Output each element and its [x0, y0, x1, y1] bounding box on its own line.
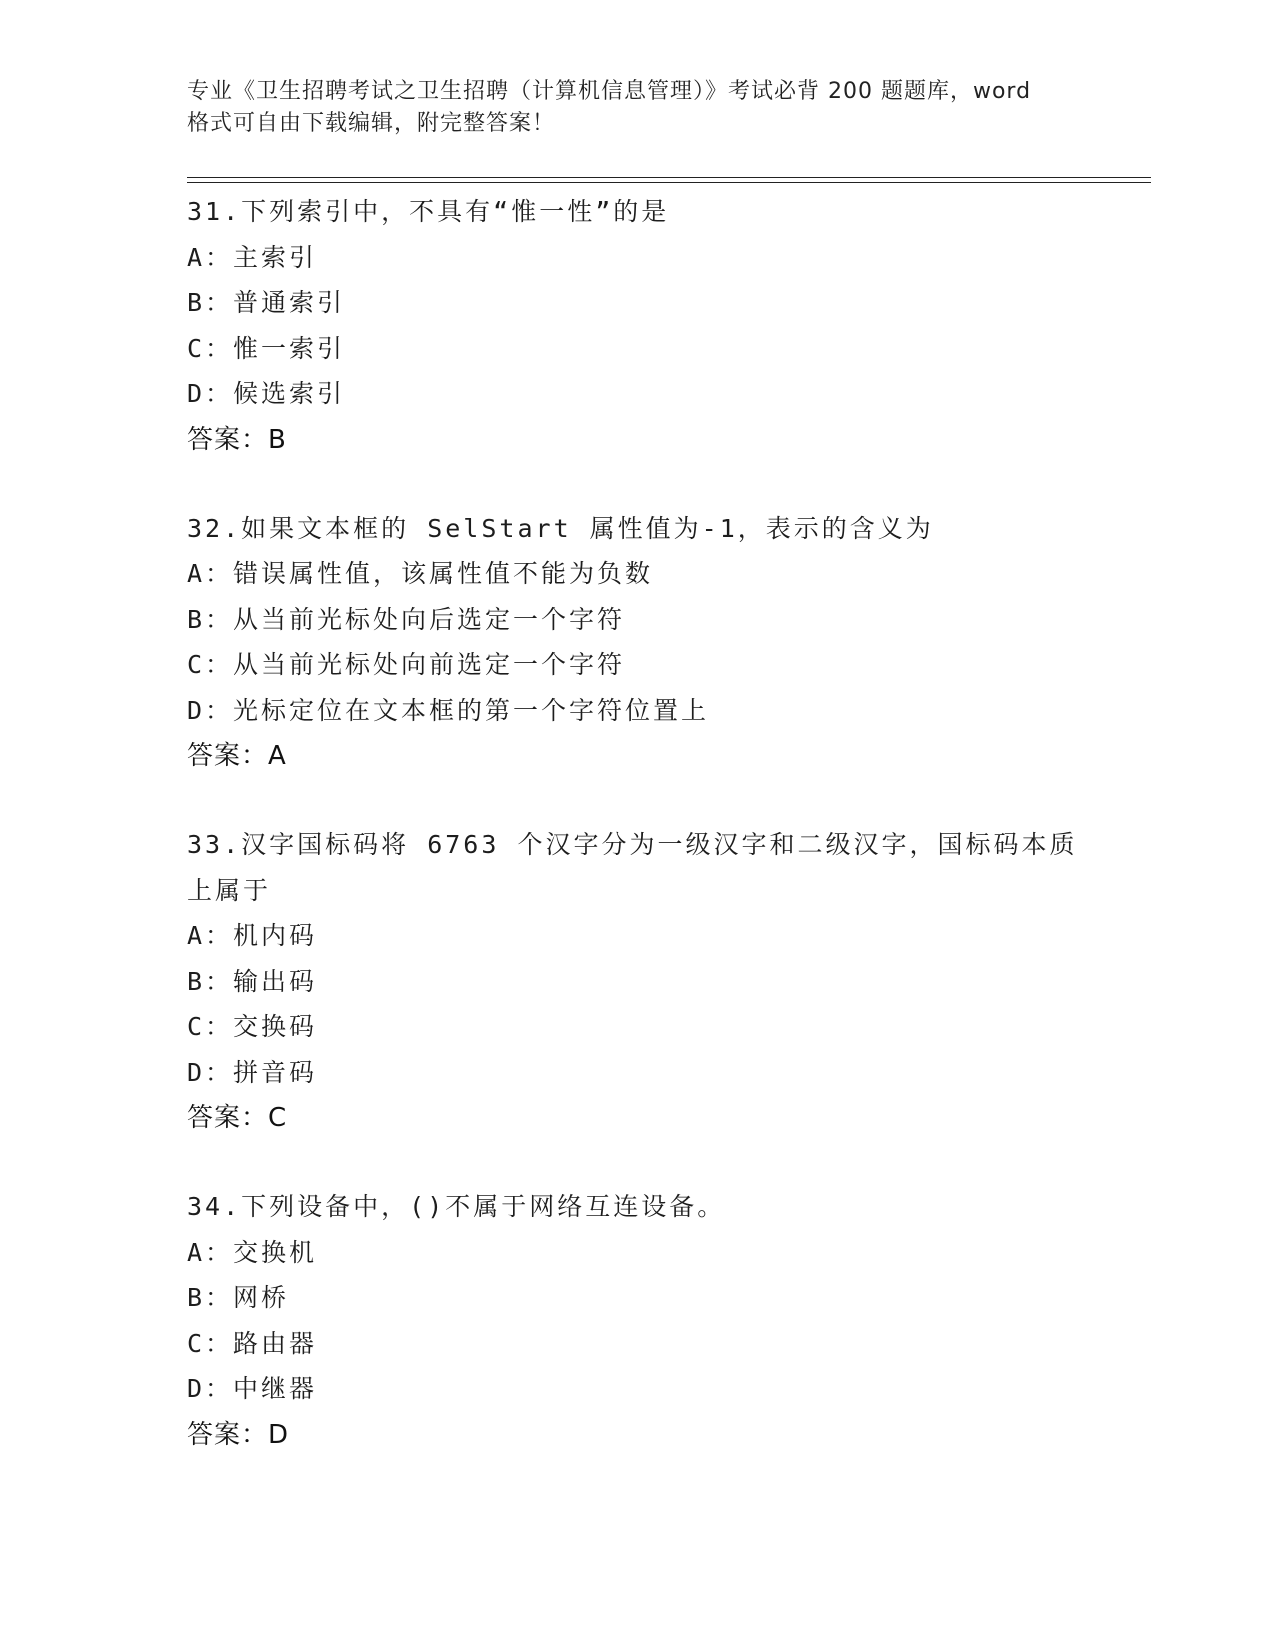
option-c: C：路由器	[187, 1328, 318, 1358]
question-stem-line: 33.汉字国标码将 6763 个汉字分为一级汉字和二级汉字，国标码本质	[187, 830, 1078, 859]
question-stem-line: 32.如果文本框的 SelStart 属性值为-1，表示的含义为	[187, 513, 934, 543]
question-list	[187, 189, 1151, 1501]
question-33	[187, 822, 1151, 1141]
option-d: D：候选索引	[187, 379, 346, 408]
question-32	[187, 506, 1151, 780]
option-a: A：机内码	[187, 921, 318, 950]
answer-line: 答案：A	[187, 741, 287, 771]
question-stem-line: 31.下列索引中，不具有“惟一性”的是	[187, 197, 670, 226]
header-divider-bottom	[187, 182, 1151, 183]
option-d: D：光标定位在文本框的第一个字符位置上	[187, 695, 710, 725]
option-b: B：输出码	[187, 966, 318, 996]
question-stem	[187, 189, 1151, 235]
option-a: A：主索引	[187, 242, 318, 272]
header-line-1: 专业《卫生招聘考试之卫生招聘（计算机信息管理）》考试必背 200 题题库，word	[187, 79, 1032, 104]
question-stem	[187, 506, 1151, 552]
answer-line: 答案：C	[187, 1103, 288, 1133]
answer-line: 答案：B	[187, 424, 287, 455]
question-31	[187, 189, 1151, 463]
option-a: A：错误属性值，该属性值不能为负数	[187, 559, 654, 588]
option-a: A：交换机	[187, 1237, 318, 1267]
document-header	[187, 76, 1087, 140]
option-c: C：惟一索引	[187, 333, 346, 363]
option-d: D：中继器	[187, 1374, 318, 1403]
question-stem-line: 34.下列设备中，()不属于网络互连设备。	[187, 1192, 726, 1221]
question-34	[187, 1184, 1151, 1458]
question-stem-line: 上属于	[187, 875, 272, 905]
question-stem	[187, 822, 1151, 913]
header-divider-top	[187, 177, 1151, 178]
header-line-2: 格式可自由下载编辑，附完整答案！	[187, 111, 556, 136]
option-b: B：网桥	[187, 1283, 290, 1312]
answer-line: 答案：D	[187, 1419, 290, 1450]
option-d: D：拼音码	[187, 1057, 318, 1087]
option-b: B：从当前光标处向后选定一个字符	[187, 604, 626, 634]
option-c: C：交换码	[187, 1012, 318, 1041]
question-stem	[187, 1184, 1151, 1230]
option-c: C：从当前光标处向前选定一个字符	[187, 650, 626, 679]
option-b: B：普通索引	[187, 288, 346, 317]
